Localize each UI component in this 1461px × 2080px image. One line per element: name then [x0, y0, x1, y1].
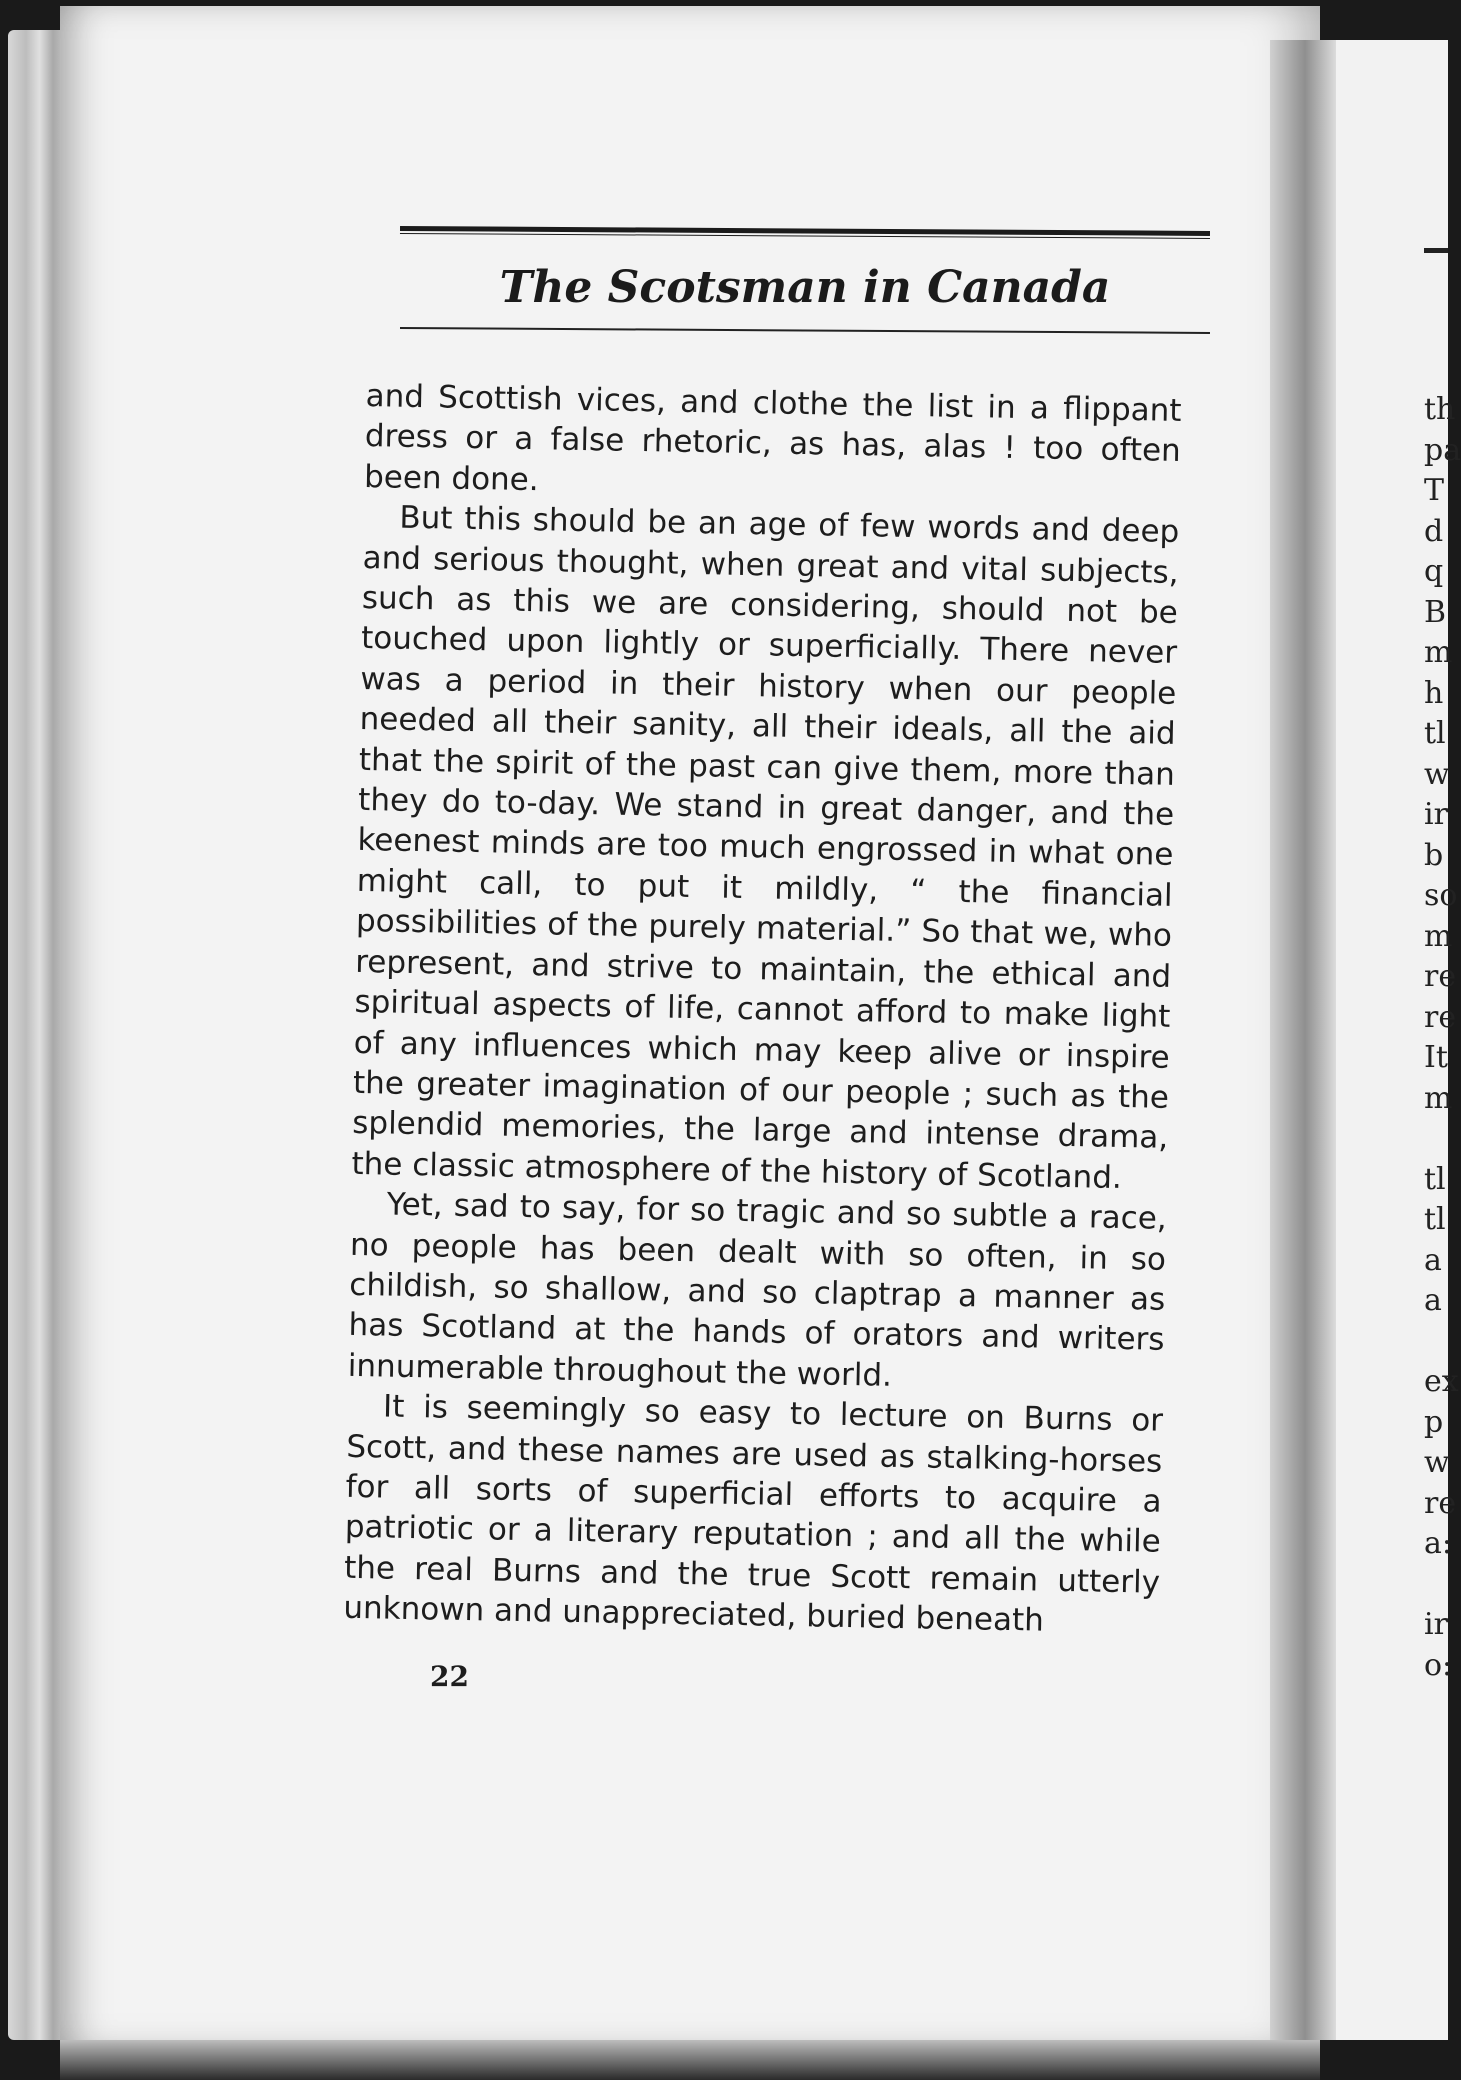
paragraph: and Scottish vices, and clothe the list in a flippant dress or a false rhetoric, as has, alas ! too often been done.: [363, 377, 1182, 498]
header-rule-top: [400, 226, 1210, 239]
paragraph: Yet, sad to say, for so tragic and so subtle a race, no people has been dealt with so often, in so childish, so shallow, and so claptrap a manner as has Scotland at the hands of orators and writers innumerable throughout the world.: [347, 1186, 1168, 1394]
book-bottom-edge: [60, 2040, 1320, 2080]
facing-page-header-rule: [1424, 248, 1448, 253]
paragraph: But this should be an age of few words and deep and serious thought, when great and vital subjects, such as this we are considering, should not be touched upon lightly or superficially. There never was a period in their history when our people needed all their sanity, all their ideals, all the aid that the spirit of the past can give them, more than they do to-day. We stand in great danger, and the keenest minds are too much engrossed in what one might call, to put it mildly, “ the financial possibilities of the purely material.” So that we, who represent, and strive to maintain, the ethical and spiritual aspects of life, cannot afford to make light of any influences which may keep alive or inspire the greater imagination of our people ; such as the splendid memories, the large and intense drama, the classic atmosphere of the history of Scotland.: [351, 499, 1180, 1196]
paragraph: It is seemingly so easy to lecture on Burns or Scott, and these names are used as stalking-horses for all sorts of superficial efforts to acquire a patriotic or a literary reputation ; and all the while the real Burns and the true Scott remain utterly unknown and unappreciated, buried beneath: [343, 1388, 1164, 1639]
book-gutter: [1270, 40, 1340, 2040]
running-head: [400, 226, 1210, 329]
page-number: 22: [430, 1660, 469, 1693]
facing-page-line-starts: th pa T d q B m h tl w ir b so m re re It m tl tl a a ex p w re a: ir o:: [1424, 392, 1461, 1683]
body-text: [343, 376, 1182, 1643]
page-title: The Scotsman in Canada: [499, 262, 1111, 313]
facing-page-fragment: [1336, 40, 1461, 2040]
